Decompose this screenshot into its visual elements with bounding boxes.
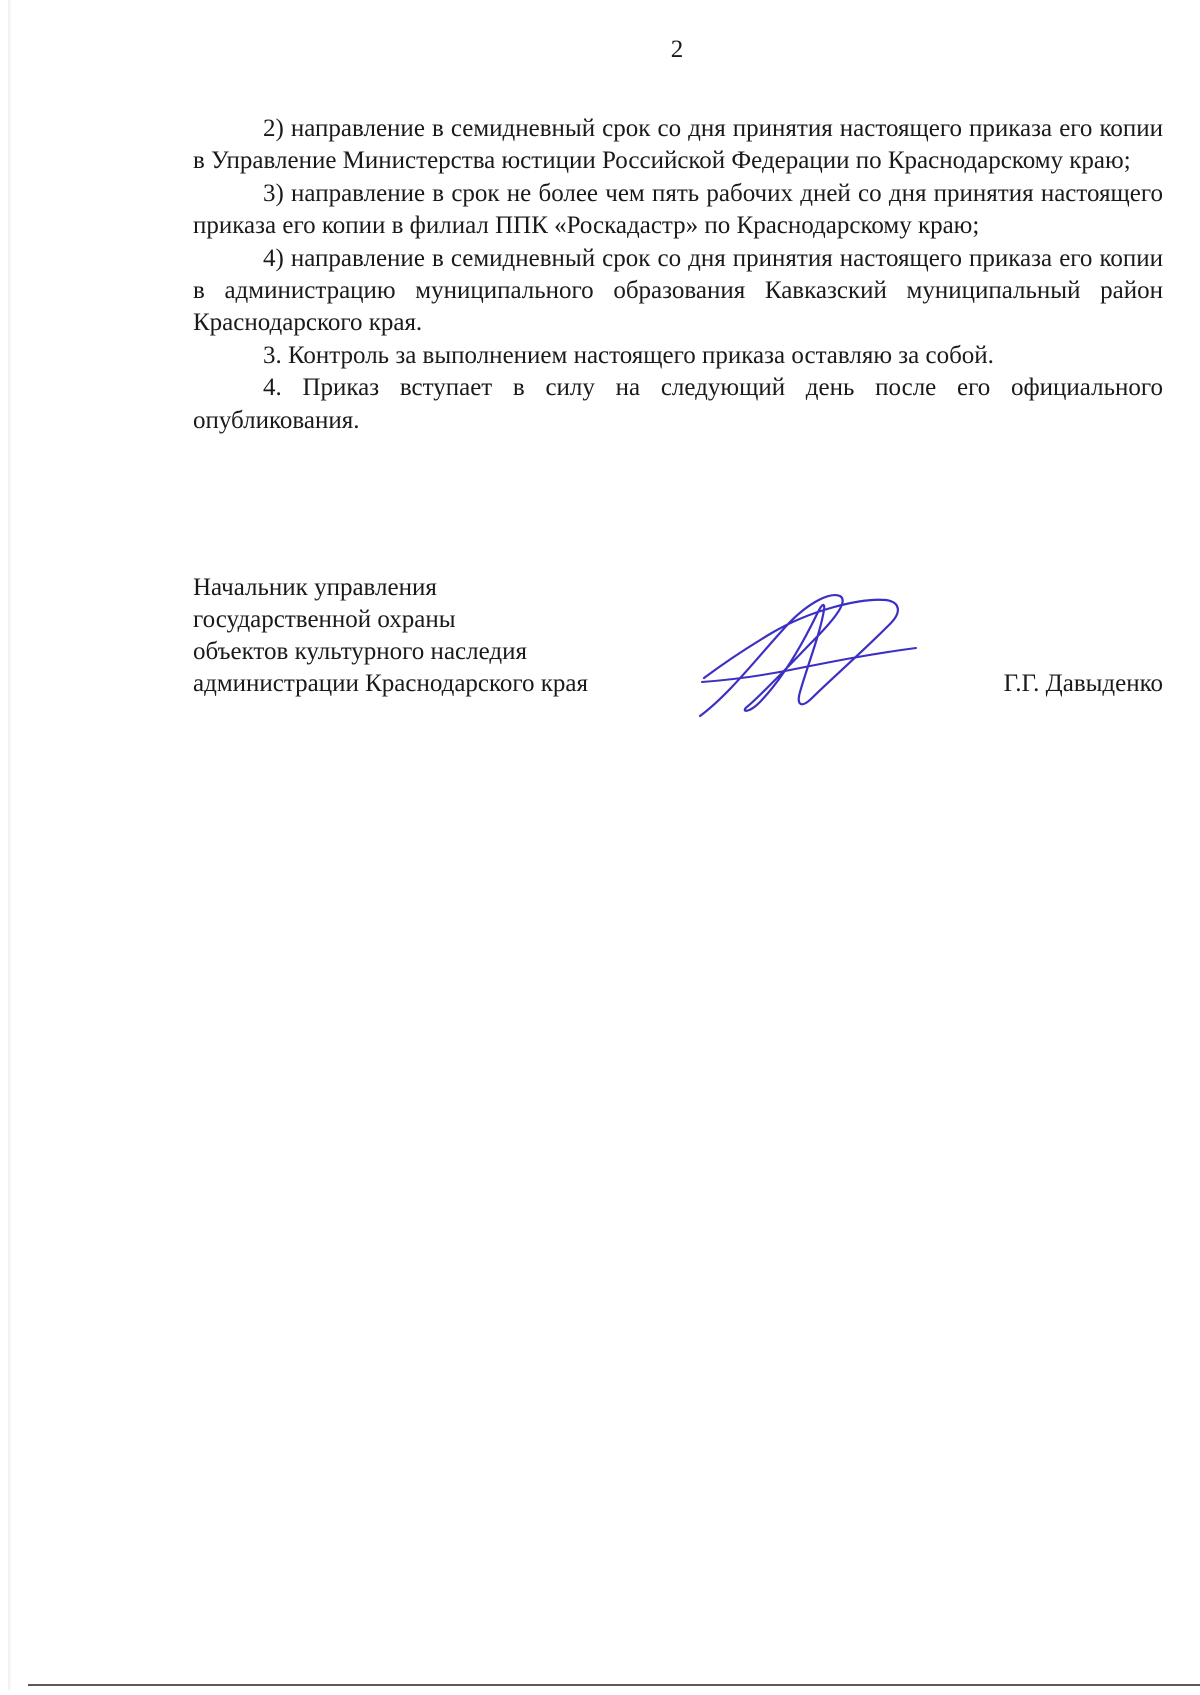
- signer-name: Г.Г. Давыденко: [1003, 670, 1163, 697]
- paragraph-item-2: 2) направление в семидневный срок со дня принятия настоящего приказа его копии в Управление Министерства юстиции Российской Федерации по Краснодарскому краю;: [193, 115, 1163, 175]
- handwritten-signature: [690, 584, 920, 724]
- page-bottom-rule: [28, 1684, 1200, 1686]
- signatory-title-line: государственной охраны: [193, 606, 456, 633]
- signatory-title-line: объектов культурного наследия: [193, 638, 527, 665]
- paragraph-clause-4: 4. Приказ вступает в силу на следующий день после его официального опубликования.: [193, 374, 1163, 434]
- signatory-title-line: администрации Краснодарского края: [193, 670, 589, 697]
- scan-left-edge: [8, 0, 11, 1690]
- paragraph-item-3: 3) направление в срок не более чем пять рабочих дней со дня принятия настоящего приказа его копии в филиал ППК «Роскадастр» по Краснодарскому краю;: [193, 179, 1163, 240]
- signatory-title: [193, 572, 588, 700]
- paragraph-item-4: 4) направление в семидневный срок со дня принятия настоящего приказа его копии в администрацию муниципального образования Кавказский муниципальный район Краснодарского края.: [193, 244, 1163, 337]
- document-body: [193, 113, 1163, 437]
- page-number: 2: [670, 36, 684, 63]
- signatory-title-line: Начальник управления: [193, 574, 437, 601]
- paragraph-clause-3: 3. Контроль за выполнением настоящего приказа оставляю за собой.: [263, 341, 994, 369]
